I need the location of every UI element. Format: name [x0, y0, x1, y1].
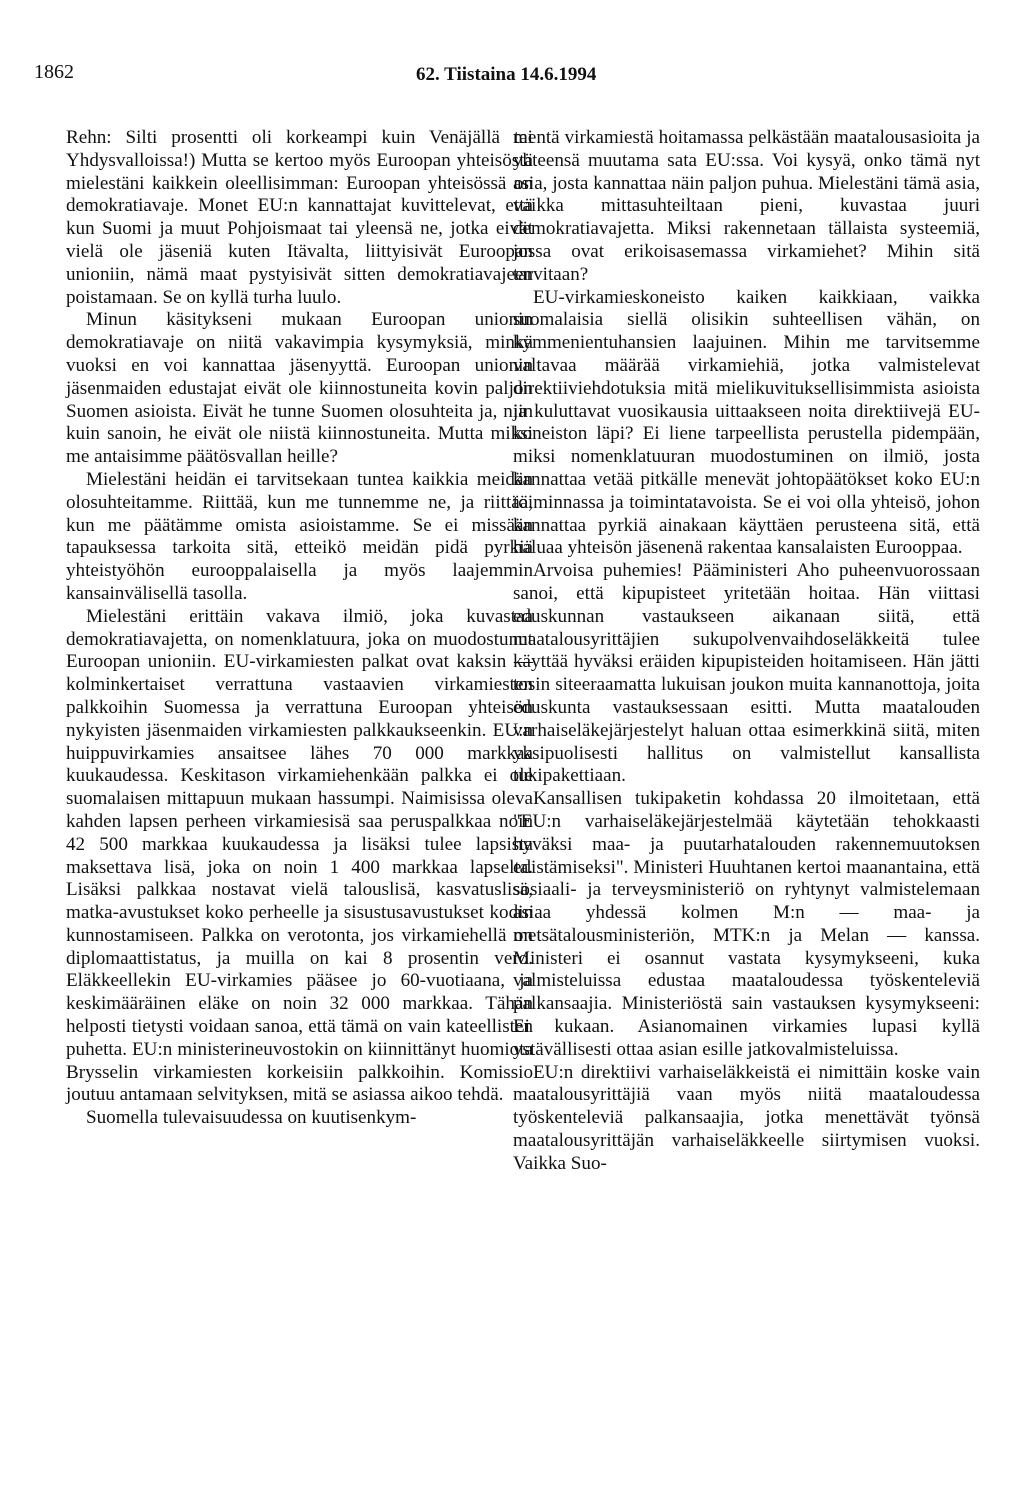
paragraph: Arvoisa puhemies! Pääministeri Aho puheenvuorossaan sanoi, että kipupisteet yritetään hoitaa. Hän viittasi eduskunnan vastaukseen aikanaan siitä, että maatalousyrittäjien sukupolvenvaihdoseläkkeitä tulee käyttää hyväksi eräiden kipupisteiden hoitamiseen. Hän jätti tosin siteeraamatta lukuisan joukon muita kannanottoja, joita eduskunta vastauksessaan esitti. Mutta maatalouden varhaiseläkejärjestelyt haluan ottaa esimerkkinä siitä, miten yksipuolisesti hallitus on valmistellut kansallista tukipakettiaan. — [513, 560, 980, 787]
page-number: 1862 — [34, 61, 74, 83]
paragraph: Suomella tulevaisuudessa on kuutisenkym- — [86, 1107, 417, 1129]
right-column — [513, 127, 980, 1176]
paragraph: Minun käsitykseni mukaan Euroopan unionin demokratiavaje on niitä vakavimpia kysymyksiä, minkä vuoksi en voi kannattaa jäsenyyttä. Euroopan unionin jäsenmaiden edustajat eivät ole kiinnostuneita kovin paljon Suomen asioista. Eivät he tunne Suomen olosuhteita ja, niin kuin sanoin, he eivät ole niistä kiinnostuneita. Mutta miksi me antaisimme päätösvallan heille? — [66, 309, 533, 468]
running-head: 62. Tiistaina 14.6.1994 — [416, 64, 597, 85]
paragraph: EU:n direktiivi varhaiseläkkeistä ei nimittäin koske vain maatalousyrittäjiä vaan myös niitä maataloudessa työskenteleviä palkansaajia, jotka menettävät työnsä maatalousyrittäjän varhaiseläkkeelle siirtymisen vuoksi. Vaikka Suo- — [513, 1061, 980, 1174]
paragraph: Mielestäni erittäin vakava ilmiö, joka kuvastaa demokratiavajetta, on nomenklatuura, joka on muodostunut Euroopan unioniin. EU-virkamiesten palkat ovat kaksin — kolminkertaiset verrattuna vastaavien virkamiesten palkkoihin Suomessa ja verrattuna Euroopan yhteisön nykyisten jäsenmaiden virkamiesten palkkaukseenkin. EU:n huippuvirkamies ansaitsee lähes 70 000 markkaa kuukaudessa. Keskitason virkamiehenkään palkka ei ole suomalaisen mittapuun mukaan hassumpi. Naimisissa oleva kahden lapsen perheen virkamiesisä saa peruspalkkaa noin 42 500 markkaa kuukaudessa ja lisäksi tulee lapsista maksettava lisä, joka on noin 1 400 markkaa lapselta. Lisäksi palkkaa nostavat vielä talouslisä, kasvatuslisä, matka-avustukset koko perheelle ja sisustusavustukset kodin kunnostamiseen. Palkka on verotonta, jos virkamiehellä on diplomaattistatus, ja muilla on kai 8 prosentin vero. Eläkkeellekin EU-virkamies pääsee jo 60-vuotiaana, ja keskimääräinen eläke on noin 32 000 markkaa. Tähän helposti tietysti voidaan sanoa, että tämä on vain kateellisten puhetta. EU:n ministerineuvostokin on kiinnittänyt huomiota Brysselin virkamiesten korkeisiin palkkoihin. Komissio joutuu antamaan selvityksen, mitä se asiassa aikoo tehdä. — [66, 605, 533, 1106]
paragraph: EU-virkamieskoneisto kaiken kaikkiaan, vaikka suomalaisia siellä olisikin suhteellisen vähän, on kymmenientuhansien laajuinen. Mihin me tarvitsemme valtavaa määrää virkamiehiä, jotka valmistelevat direktiiviehdotuksia mitä mielikuvituksellisimmista asioista ja kuluttavat vuosikausia uittaakseen noita direktiivejä EU-koneiston läpi? Ei liene tarpeellista perustella pidempään, miksi nomenklatuuran muodostuminen on ilmiö, josta kannattaa vetää pitkälle menevät johtopäätökset koko EU:n toiminnassa ja toimintatavoista. Se ei voi olla yhteisö, johon kannattaa pyrkiä ainakaan käyttäen perusteena sitä, että haluaa yhteisön jäsenenä rakentaa kansalaisten Eurooppaa. — [513, 286, 980, 559]
paragraph: mentä virkamiestä hoitamassa pelkästään maatalousasioita ja yhteensä muutama sata EU:ssa. Voi kysyä, onko tämä nyt asia, josta kannattaa näin paljon puhua. Mielestäni tämä asia, vaikka mittasuhteiltaan pieni, kuvastaa juuri demokratiavajetta. Miksi rakennetaan tällaista systeemiä, jossa ovat erikoisasemassa virkamiehet? Mihin sitä tarvitaan? — [513, 127, 980, 285]
left-column — [66, 127, 533, 1130]
paragraph: Rehn: Silti prosentti oli korkeampi kuin Venäjällä tai Yhdysvalloissa!) Mutta se kertoo myös Euroopan yhteisöstä mielestäni kaikkein oleellisimman: Euroopan yhteisössä on demokratiavaje. Monet EU:n kannattajat kuvittelevat, että kun Suomi ja muut Pohjoismaat tai yleensä ne, jotka eivät vielä ole jäseniä kuten Itävalta, liittyisivät Euroopan unioniin, nämä maat pystyisivät sitten demokratiavajeen poistamaan. Se on kyllä turha luulo. — [66, 127, 533, 308]
paragraph: Kansallisen tukipaketin kohdassa 20 ilmoitetaan, että "EU:n varhaiseläkejärjestelmää käytetään tehokkaasti hyväksi maa- ja puutarhatalouden rakennemuutoksen edistämiseksi". Ministeri Huuhtanen kertoi maanantaina, että sosiaali- ja terveysministeriö on ryhtynyt valmistelemaan asiaa yhdessä kolmen M:n — maa- ja metsätalousministeriön, MTK:n ja Melan — kanssa. Ministeri ei osannut vastata kysymykseeni, kuka valmisteluissa edustaa maataloudessa työskenteleviä palkansaajia. Ministeriöstä sain vastauksen kysymykseeni: Ei kukaan. Asianomainen virkamies lupasi kyllä ystävällisesti ottaa asian esille jatkovalmisteluissa. — [513, 788, 980, 1060]
paragraph: Mielestäni heidän ei tarvitsekaan tuntea kaikkia meidän olosuhteitamme. Riittää, kun me tunnemme ne, ja riittää, kun me päätämme omista asioistamme. Se ei missään tapauksessa tarkoita sitä, etteikö meidän pidä pyrkiä yhteistyöhön eurooppalaisella ja myös laajemmin kansainvälisellä tasolla. — [66, 468, 533, 604]
